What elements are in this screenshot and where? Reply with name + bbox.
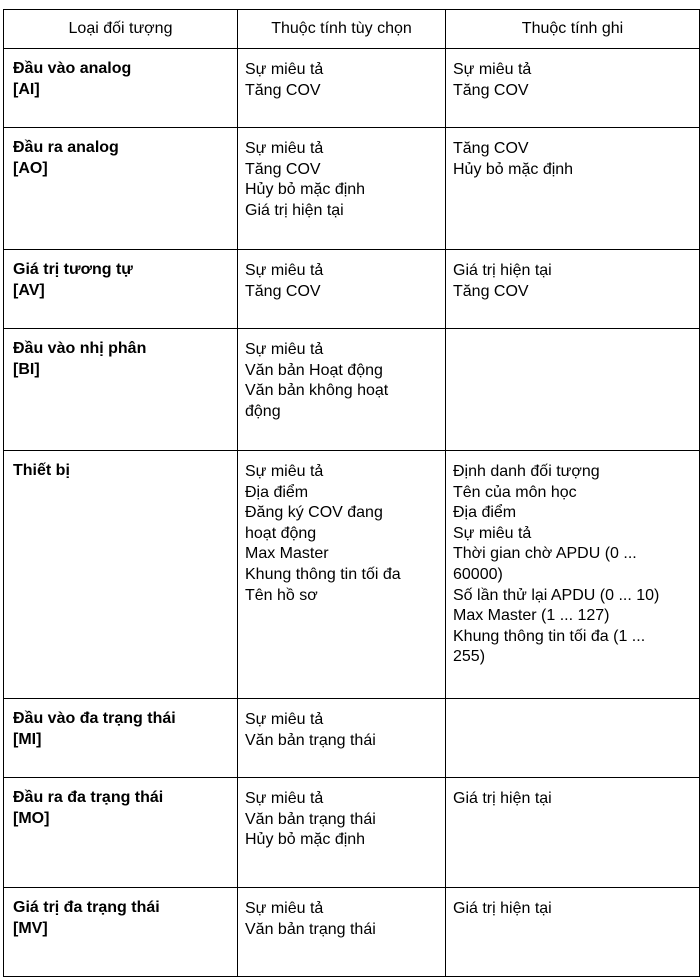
property-item: Sự miêu tả [245,140,324,157]
object-type-code: [MI] [13,730,42,748]
property-item: Max Master (1 ... 127) [453,607,610,625]
object-type-cell [4,451,238,699]
object-type-name: Đầu vào nhị phân [13,340,147,357]
object-type-name: Đầu ra analog [13,139,119,156]
writable-properties-cell [446,128,700,250]
object-type-name: Đầu ra đa trạng thái [13,789,164,806]
object-type-cell [4,329,238,451]
property-item: Văn bản Hoạt động [245,361,383,379]
header-object-type: Loại đối tượng [4,10,238,49]
table-row [4,250,700,329]
property-item: Sự miêu tả [245,61,324,78]
object-type-code: [AV] [13,281,45,299]
property-item: Địa điểm [453,504,517,522]
property-item: Tăng COV [453,81,529,99]
object-type-name: Giá trị tương tự [13,261,133,278]
writable-properties-cell [446,329,700,451]
property-item: Văn bản trạng thái [245,920,376,938]
property-item: Số lần thử lại APDU (0 ... 10) [453,586,660,604]
table-row [4,699,700,778]
property-item: Giá trị hiện tại [453,790,552,807]
header-writable-properties: Thuộc tính ghi [446,10,700,49]
property-item: Khung thông tin tối đa (1 ... [453,627,646,645]
object-type-code: [MV] [13,919,48,937]
property-item: Tăng COV [453,282,529,300]
table-row [4,329,700,451]
property-item: Đăng ký COV đang [245,504,383,522]
optional-properties-cell [238,329,446,451]
property-item: Hủy bỏ mặc định [245,181,366,199]
property-item: Địa điểm [245,483,309,501]
property-item: Tăng COV [245,160,321,178]
object-type-name: Giá trị đa trạng thái [13,899,160,916]
property-item: Hủy bỏ mặc định [245,831,366,849]
object-type-name: Đầu vào analog [13,60,132,77]
writable-properties-cell [446,778,700,888]
property-item: Giá trị hiện tại [453,900,552,917]
optional-properties-cell [238,699,446,778]
object-type-cell [4,888,238,977]
property-item: Văn bản trạng thái [245,731,376,749]
property-item: Giá trị hiện tại [453,262,552,279]
property-item: Thời gian chờ APDU (0 ... [453,545,637,563]
property-item: Sự miêu tả [245,341,324,358]
property-item: Tăng COV [245,81,321,99]
object-type-code: [AO] [13,159,48,177]
object-type-name: Thiết bị [13,462,70,479]
property-item: Tăng COV [245,282,321,300]
property-item: Sự miêu tả [245,790,324,807]
object-type-cell [4,250,238,329]
object-type-cell [4,128,238,250]
property-item: hoạt động [245,524,317,542]
object-type-code: [AI] [13,80,40,98]
optional-properties-cell [238,250,446,329]
optional-properties-cell [238,778,446,888]
property-item: Khung thông tin tối đa [245,565,401,583]
property-item: Tên hồ sơ [245,586,318,604]
property-item: Max Master [245,545,329,563]
table-row [4,888,700,977]
object-type-code: [MO] [13,809,50,827]
writable-properties-cell [446,49,700,128]
object-type-name: Đầu vào đa trạng thái [13,710,176,727]
property-item: Văn bản không hoạt [245,382,389,400]
optional-properties-cell [238,888,446,977]
object-type-cell [4,699,238,778]
table-row [4,451,700,699]
table-row [4,128,700,250]
table-header-row [4,10,700,49]
optional-properties-cell [238,451,446,699]
property-item: 60000) [453,565,503,583]
property-item: Sự miêu tả [453,61,532,78]
property-item: Văn bản trạng thái [245,810,376,828]
writable-properties-cell [446,451,700,699]
optional-properties-cell [238,128,446,250]
table-row [4,49,700,128]
property-item: Sự miêu tả [453,524,532,542]
property-item: Hủy bỏ mặc định [453,160,574,178]
writable-properties-cell [446,250,700,329]
object-type-cell [4,49,238,128]
object-type-cell [4,778,238,888]
optional-properties-cell [238,49,446,128]
property-item: động [245,402,281,420]
object-properties-table [3,9,700,977]
property-item: Sự miêu tả [245,900,324,917]
property-item: Tên của môn học [453,483,577,501]
table-row [4,778,700,888]
object-type-code: [BI] [13,360,40,378]
writable-properties-cell [446,699,700,778]
property-item: Sự miêu tả [245,711,324,728]
property-item: Tăng COV [453,140,529,157]
property-item: Sự miêu tả [245,463,324,480]
property-item: Định danh đối tượng [453,463,600,480]
property-item: Sự miêu tả [245,262,324,279]
property-item: 255) [453,648,486,666]
property-item: Giá trị hiện tại [245,201,344,219]
header-optional-properties: Thuộc tính tùy chọn [238,10,446,49]
writable-properties-cell [446,888,700,977]
